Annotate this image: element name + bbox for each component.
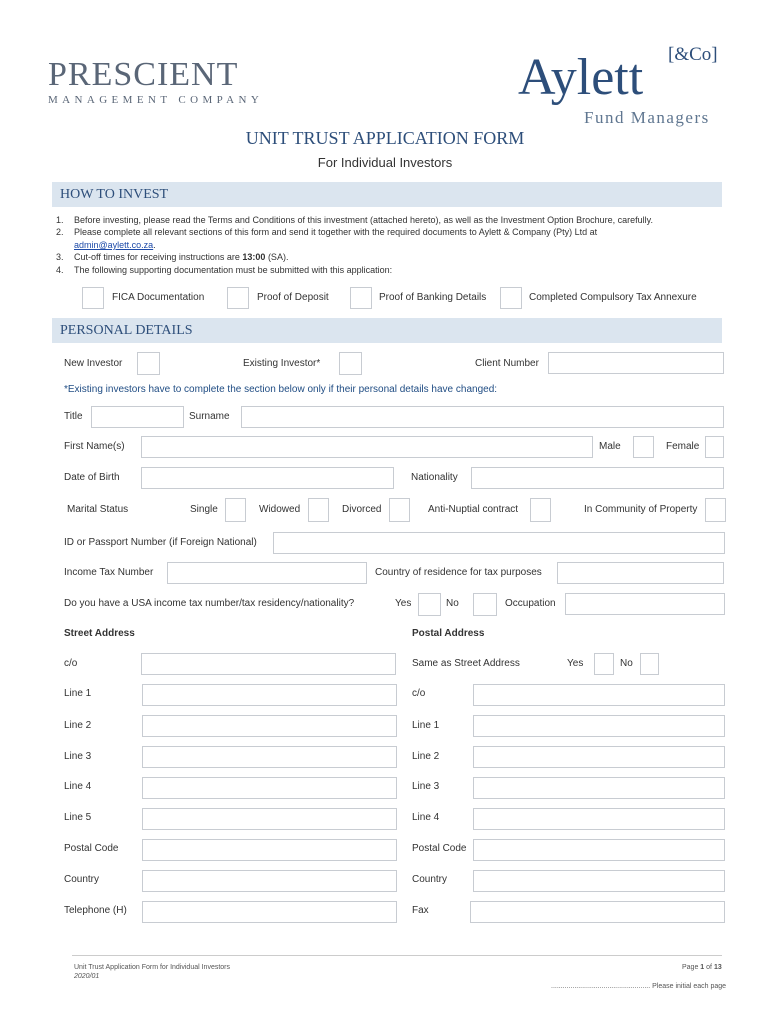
page-mid: of <box>704 964 714 971</box>
aylett-logo-co: [&Co] <box>668 44 718 65</box>
usa-question-label: Do you have a USA income tax number/tax residency/nationality? <box>64 598 355 609</box>
occupation-field[interactable] <box>565 593 725 615</box>
personal-details-header <box>52 318 722 343</box>
female-checkbox[interactable] <box>705 436 724 458</box>
aylett-logo-name: Aylett <box>518 49 644 106</box>
postal-line2-label: Line 2 <box>412 751 440 762</box>
list-text: Before investing, please read the Terms and Conditions of this investment (attached hereto), as well as the Investment Option Brochure, carefully. <box>74 215 653 225</box>
street-line4-label: Line 4 <box>64 781 92 792</box>
title-label: Title <box>64 411 83 422</box>
postal-address-heading: Postal Address <box>412 628 485 639</box>
divorced-label: Divorced <box>342 504 382 515</box>
list-item <box>56 214 722 226</box>
tax-residence-field[interactable] <box>557 562 724 584</box>
antenuptial-checkbox[interactable] <box>530 498 551 522</box>
proof-banking-checkbox[interactable] <box>350 287 372 309</box>
footer-initial-note: ................................................... Please initial each page <box>551 983 727 990</box>
divorced-checkbox[interactable] <box>389 498 410 522</box>
street-country-label: Country <box>64 874 100 885</box>
proof-banking-label: Proof of Banking Details <box>379 292 487 303</box>
single-label: Single <box>190 504 218 515</box>
same-yes-label: Yes <box>567 658 584 669</box>
street-line2-field[interactable] <box>142 715 397 737</box>
antenuptial-label: Anti-Nuptial contract <box>428 504 519 515</box>
form-title: UNIT TRUST APPLICATION FORM <box>245 128 525 148</box>
list-text-wrap <box>74 226 597 251</box>
community-checkbox[interactable] <box>705 498 726 522</box>
occupation-label: Occupation <box>505 598 556 609</box>
single-checkbox[interactable] <box>225 498 246 522</box>
street-line2-label: Line 2 <box>64 720 92 731</box>
community-label: In Community of Property <box>584 504 698 515</box>
page-total: 13 <box>713 964 722 971</box>
form-subtitle: For Individual Investors <box>317 155 453 170</box>
fax-label: Fax <box>412 905 429 916</box>
cutoff-time: 13:00 <box>242 252 266 263</box>
title-field[interactable] <box>91 406 184 428</box>
marital-status-label: Marital Status <box>67 504 129 515</box>
proof-deposit-checkbox[interactable] <box>227 287 249 309</box>
footer-divider <box>72 955 722 956</box>
income-tax-label: Income Tax Number <box>64 567 154 578</box>
surname-field[interactable] <box>241 406 724 428</box>
same-yes-checkbox[interactable] <box>594 653 614 675</box>
postal-line2-field[interactable] <box>473 746 725 768</box>
same-no-checkbox[interactable] <box>640 653 659 675</box>
nationality-label: Nationality <box>411 472 458 483</box>
postal-line4-field[interactable] <box>473 808 725 830</box>
widowed-checkbox[interactable] <box>308 498 329 522</box>
street-postal-code-label: Postal Code <box>64 843 119 854</box>
tax-annexure-checkbox[interactable] <box>500 287 522 309</box>
postal-line3-label: Line 3 <box>412 781 440 792</box>
fax-field[interactable] <box>470 901 725 923</box>
postal-co-label: c/o <box>412 688 426 699</box>
list-text-wrap <box>74 251 288 263</box>
street-line4-field[interactable] <box>142 777 397 799</box>
prescient-logo <box>48 58 263 106</box>
street-address-heading: Street Address <box>64 628 135 639</box>
footer-document-name: Unit Trust Application Form for Individual Investors <box>74 964 231 971</box>
usa-no-checkbox[interactable] <box>473 593 497 616</box>
fica-label: FICA Documentation <box>112 292 205 303</box>
instructions-list <box>56 214 722 276</box>
street-line5-field[interactable] <box>142 808 397 830</box>
dob-field[interactable] <box>141 467 394 489</box>
new-investor-label: New Investor <box>64 358 123 369</box>
postal-line4-label: Line 4 <box>412 812 440 823</box>
male-checkbox[interactable] <box>633 436 654 458</box>
list-text: Please complete all relevant sections of this form and send it together with the required documents to Aylett & Company (Pty) Ltd at <box>74 227 598 238</box>
first-names-field[interactable] <box>141 436 593 458</box>
postal-line3-field[interactable] <box>473 777 725 799</box>
street-postal-code-field[interactable] <box>142 839 397 861</box>
aylett-logo-subtitle: Fund Managers <box>584 108 710 127</box>
email-link[interactable]: admin@aylett.co.za <box>74 239 154 250</box>
list-number: 4. <box>56 264 64 275</box>
postal-postal-code-label: Postal Code <box>412 843 467 854</box>
usa-no-label: No <box>446 598 459 609</box>
proof-deposit-label: Proof of Deposit <box>257 292 329 303</box>
first-names-label: First Name(s) <box>64 441 125 452</box>
list-text-end: (SA). <box>265 252 289 263</box>
postal-postal-code-field[interactable] <box>473 839 725 861</box>
aylett-logo <box>518 44 728 134</box>
nationality-field[interactable] <box>471 467 724 489</box>
list-text-end: . <box>153 239 156 250</box>
list-item <box>56 264 722 276</box>
existing-investor-note: *Existing investors have to complete the section below only if their personal details have changed: <box>64 384 498 395</box>
street-country-field[interactable] <box>142 870 397 892</box>
tax-annexure-label: Completed Compulsory Tax Annexure <box>529 292 697 303</box>
list-number: 2. <box>56 227 64 238</box>
how-to-invest-header <box>52 182 722 207</box>
id-passport-label: ID or Passport Number (if Foreign National) <box>64 537 257 548</box>
street-line3-label: Line 3 <box>64 751 92 762</box>
list-number: 3. <box>56 252 64 263</box>
personal-details-heading: PERSONAL DETAILS <box>60 323 193 338</box>
postal-country-label: Country <box>412 874 448 885</box>
how-to-invest-heading: HOW TO INVEST <box>60 187 169 202</box>
new-investor-checkbox[interactable] <box>137 352 160 375</box>
female-label: Female <box>666 441 700 452</box>
telephone-label: Telephone (H) <box>64 905 127 916</box>
fica-checkbox[interactable] <box>82 287 104 309</box>
street-line5-label: Line 5 <box>64 812 92 823</box>
list-text: The following supporting documentation must be submitted with this application: <box>74 264 393 275</box>
tax-residence-label: Country of residence for tax purposes <box>375 567 542 578</box>
postal-line1-field[interactable] <box>473 715 725 737</box>
postal-line1-label: Line 1 <box>412 720 440 731</box>
page-current: 1 <box>700 964 705 971</box>
existing-investor-checkbox[interactable] <box>339 352 362 375</box>
id-passport-field[interactable] <box>273 532 725 554</box>
client-number-label: Client Number <box>475 358 539 369</box>
dob-label: Date of Birth <box>64 472 120 483</box>
surname-label: Surname <box>189 411 230 422</box>
list-item <box>56 226 722 251</box>
page-prefix: Page <box>682 964 701 971</box>
footer-version: 2020/01 <box>74 973 100 980</box>
list-number: 1. <box>56 215 64 225</box>
same-no-label: No <box>620 658 633 669</box>
street-line1-label: Line 1 <box>64 688 92 699</box>
telephone-field[interactable] <box>142 901 397 923</box>
usa-yes-checkbox[interactable] <box>418 593 441 616</box>
prescient-logo-name: PRESCIENT <box>48 56 239 93</box>
list-text: Cut-off times for receiving instructions are <box>74 252 243 263</box>
postal-co-field[interactable] <box>473 684 725 706</box>
street-line3-field[interactable] <box>142 746 397 768</box>
male-label: Male <box>599 441 621 452</box>
income-tax-field[interactable] <box>167 562 367 584</box>
prescient-logo-subtitle: MANAGEMENT COMPANY <box>48 94 264 106</box>
existing-investor-label: Existing Investor* <box>243 358 321 369</box>
same-as-street-label: Same as Street Address <box>412 658 520 669</box>
footer-page-number <box>682 964 722 971</box>
list-item <box>56 251 722 263</box>
usa-yes-label: Yes <box>395 598 412 609</box>
postal-country-field[interactable] <box>473 870 725 892</box>
client-number-field[interactable] <box>548 352 724 374</box>
widowed-label: Widowed <box>259 504 301 515</box>
street-co-field[interactable] <box>141 653 396 675</box>
street-co-label: c/o <box>64 658 78 669</box>
street-line1-field[interactable] <box>142 684 397 706</box>
